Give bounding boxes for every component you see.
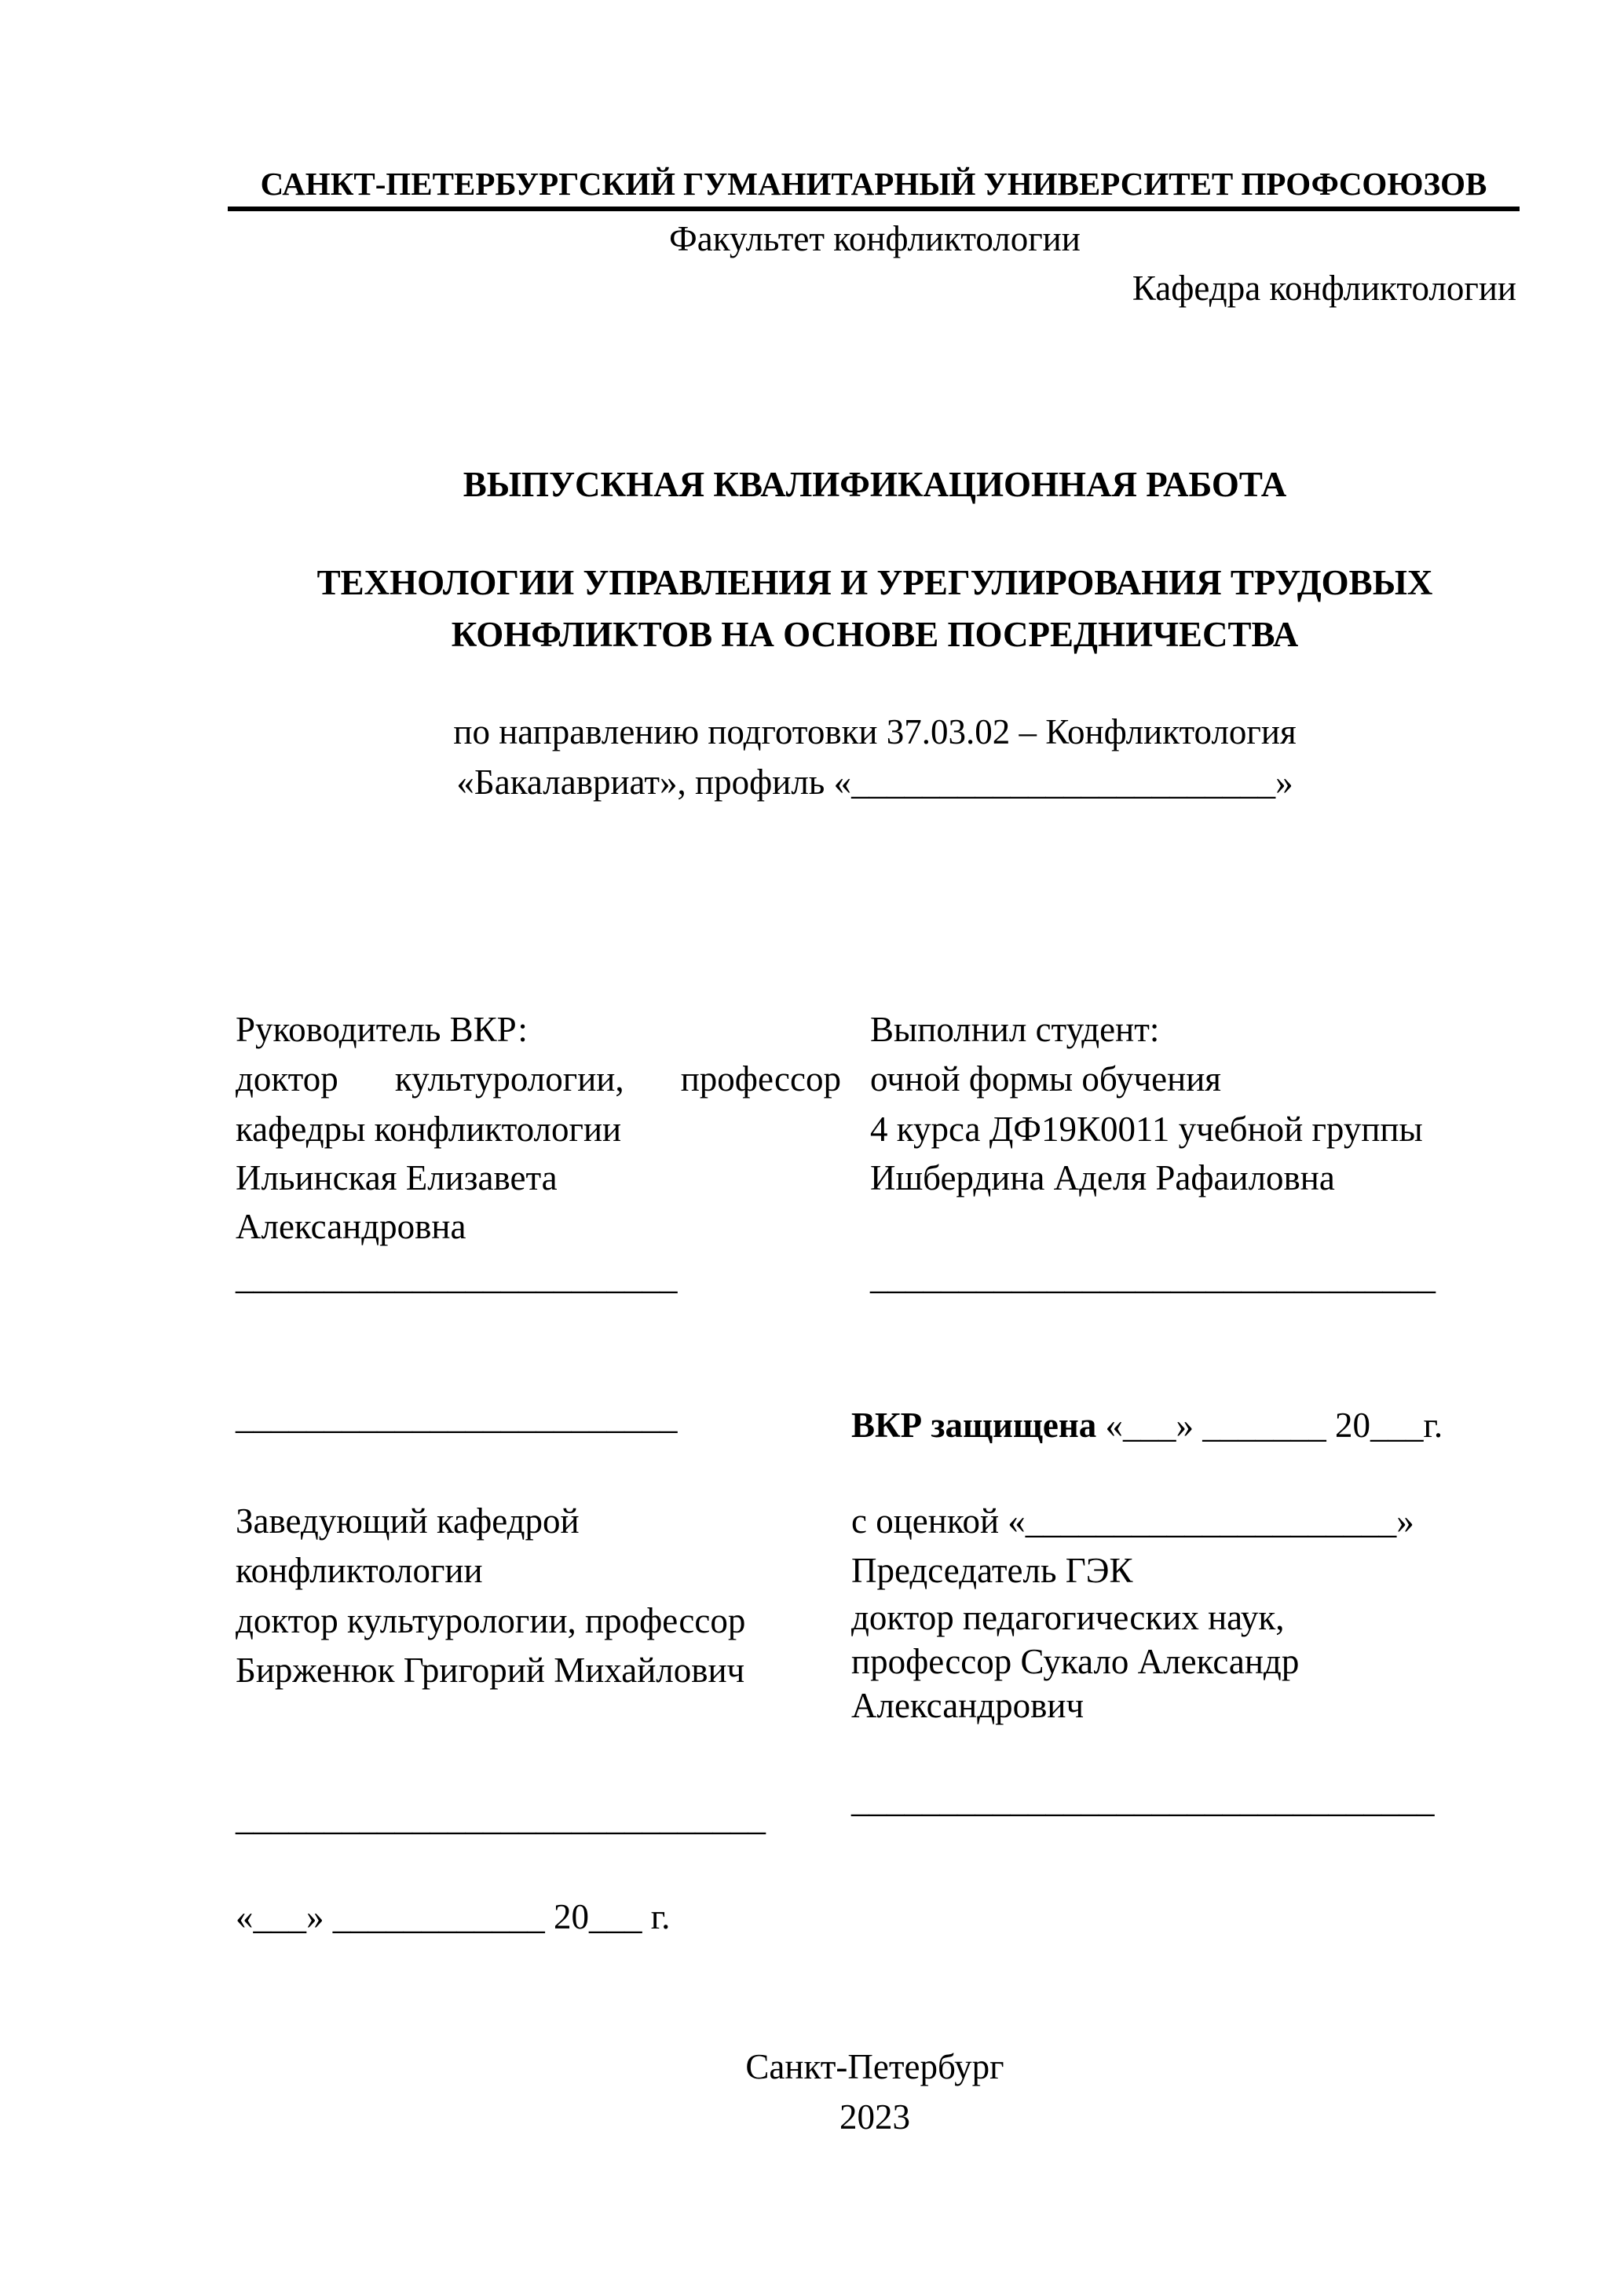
defense-date: «___» _______ 20___г. [1096,1406,1443,1445]
supervisor-name: Ильинская Елизавета [236,1158,558,1197]
student-label: Выполнил студент: [870,1010,1160,1049]
defense-status [851,1405,1443,1446]
student-name: Ишбердина Аделя Рафаиловна [870,1158,1335,1197]
student-group: 4 курса ДФ19К0011 учебной группы [870,1110,1423,1149]
head-department: конфликтологии [236,1551,483,1590]
faculty-name: Факультет конфликтологии [669,219,1081,258]
year: 2023 [839,2097,910,2137]
supervisor-patronymic: Александровна [236,1207,466,1246]
direction: по направлению подготовки 37.03.02 – Конфликтология [453,712,1297,751]
chair-signature-line: _________________________________ [851,1780,1435,1819]
header-rule [228,207,1520,211]
head-degree: доктор культурологии, профессор [236,1601,746,1640]
university-name: САНКТ-ПЕТЕРБУРГСКИЙ ГУМАНИТАРНЫЙ УНИВЕРСИТЕТ ПРОФСОЮЗОВ [260,166,1487,202]
chair-label: Председатель ГЭК [851,1551,1133,1590]
supervisor-signature-line-2: _________________________ [236,1397,678,1436]
head-date: «___» ____________ 20___ г. [236,1897,671,1936]
department-name: Кафедра конфликтологии [1132,269,1516,308]
topic-line-1: ТЕХНОЛОГИИ УПРАВЛЕНИЯ И УРЕГУЛИРОВАНИЯ ТРУДОВЫХ [316,563,1433,602]
supervisor-label: Руководитель ВКР: [236,1010,528,1049]
head-signature-line: ______________________________ [236,1798,766,1837]
document-type: ВЫПУСКНАЯ КВАЛИФИКАЦИОННАЯ РАБОТА [463,465,1287,504]
topic-line-2: КОНФЛИКТОВ НА ОСНОВЕ ПОСРЕДНИЧЕСТВА [451,615,1299,654]
defense-grade: с оценкой «_____________________» [851,1501,1414,1541]
city: Санкт-Петербург [745,2047,1004,2086]
supervisor-degree: доктор культурологии, профессор [236,1059,841,1099]
defense-label: ВКР защищена [851,1406,1097,1445]
profile: «Бакалавриат», профиль «________________________» [456,762,1293,802]
supervisor-department: кафедры конфликтологии [236,1110,622,1149]
chair-name: профессор Сукало Александр [851,1642,1300,1681]
head-name: Бирженюк Григорий Михайлович [236,1651,745,1690]
supervisor-signature-line: _________________________ [236,1257,678,1296]
chair-patronymic: Александрович [851,1686,1084,1725]
student-signature-line: ________________________________ [870,1257,1436,1296]
head-label: Заведующий кафедрой [236,1501,580,1541]
student-study-form: очной формы обучения [870,1059,1221,1099]
chair-degree: доктор педагогических наук, [851,1598,1285,1637]
